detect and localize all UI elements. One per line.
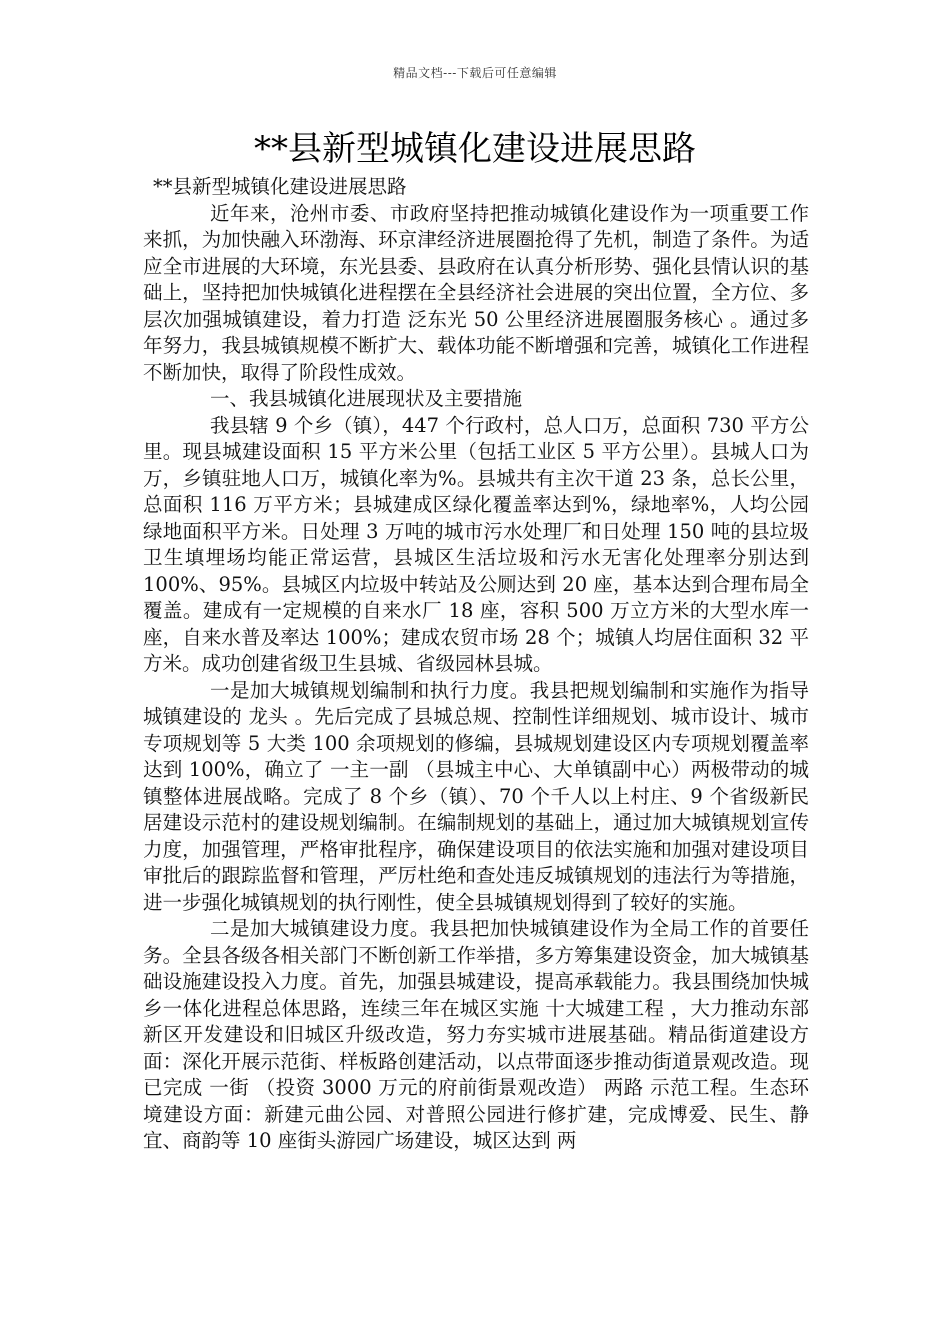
document-body <box>143 174 809 1155</box>
paragraph-status: 我县辖 9 个乡（镇），447 个行政村，总人口万，总面积 730 平方公里。现县城建设面积 15 平方米公里（包括工业区 5 平方公里）。县城人口为万，乡镇驻地人口万，城镇化率为%。县城共有主次干道 23 条，总长公里，总面积 116 万平方米；县城建成区绿化覆盖率达到%，绿地率%，人均公园绿地面积平方米。日处理 3 万吨的城市污水处理厂和日处理 150 吨的县垃圾卫生填埋场均能正常运营，县城区生活垃圾和污水无害化处理率分别达到 100%、95%。县城区内垃圾中转站及公厕达到 20 座，基本达到合理布局全覆盖。建成有一定规模的自来水厂 18 座，容积 500 万立方米的大型水库一座，自来水普及率达 100%；建成农贸市场 28 个；城镇人均居住面积 32 平方米。成功创建省级卫生县城、省级园林县城。 <box>143 413 809 675</box>
document-title: **县新型城镇化建设进展思路 <box>254 129 696 169</box>
section-heading-1: 一、我县城镇化进展现状及主要措施 <box>210 387 523 410</box>
document-subtitle: **县新型城镇化建设进展思路 <box>153 175 407 198</box>
paragraph-intro: 近年来，沧州市委、市政府坚持把推动城镇化建设作为一项重要工作来抓，为加快融入环渤海、环京津经济进展圈抢得了先机，制造了条件。为适应全市进展的大环境，东光县委、县政府在认真分析形势、强化县情认识的基础上，坚持把加快城镇化进程摆在全县经济社会进展的突出位置，全方位、多层次加强城镇建设，着力打造 泛东光 50 公里经济进展圈服务核心 。通过多年努力，我县城镇规模不断扩大、载体功能不断增强和完善，城镇化工作进程不断加快，取得了阶段性成效。 <box>143 201 809 384</box>
paragraph-planning: 一是加大城镇规划编制和执行力度。我县把规划编制和实施作为指导城镇建设的 龙头 。先后完成了县城总规、控制性详细规划、城市设计、城市专项规划等 5 大类 100 余项规划的修编，县城规划建设区内专项规划覆盖率达到 100%，确立了 一主一副 （县城主中心、大单镇副中心）两极带动的城镇整体进展战略。完成了 8 个乡（镇）、70 个千人以上村庄、9 个省级新民居建设示范村的建设规划编制。在编制规划的基础上，通过加大城镇规划宣传力度，加强管理，严格审批程序，确保建设项目的依法实施和加强对建设项目审批后的跟踪监督和管理，严厉杜绝和查处违反城镇规划的违法行为等措施，进一步强化城镇规划的执行刚性，使全县城镇规划得到了较好的实施。 <box>143 678 809 914</box>
paragraph-construction: 二是加大城镇建设力度。我县把加快城镇建设作为全局工作的首要任务。全县各级各相关部门不断创新工作举措，多方筹集建设资金，加大城镇基础设施建设投入力度。首先，加强县城建设，提高承载能力。我县围绕加快城乡一体化进程总体思路，连续三年在城区实施 十大城建工程 ，大力推动东部新区开发建设和旧城区升级改造，努力夯实城市进展基础。精品街道建设方面：深化开展示范街、样板路创建活动，以点带面逐步推动街道景观改造。现已完成 一街 （投资 3000 万元的府前街景观改造） 两路 示范工程。生态环境建设方面：新建元曲公园、对普照公园进行修扩建，完成博爱、民生、静宜、商韵等 10 座街头游园广场建设，城区达到 两 <box>143 917 809 1152</box>
page-header-note: 精品文档---下载后可任意编辑 <box>393 66 557 80</box>
